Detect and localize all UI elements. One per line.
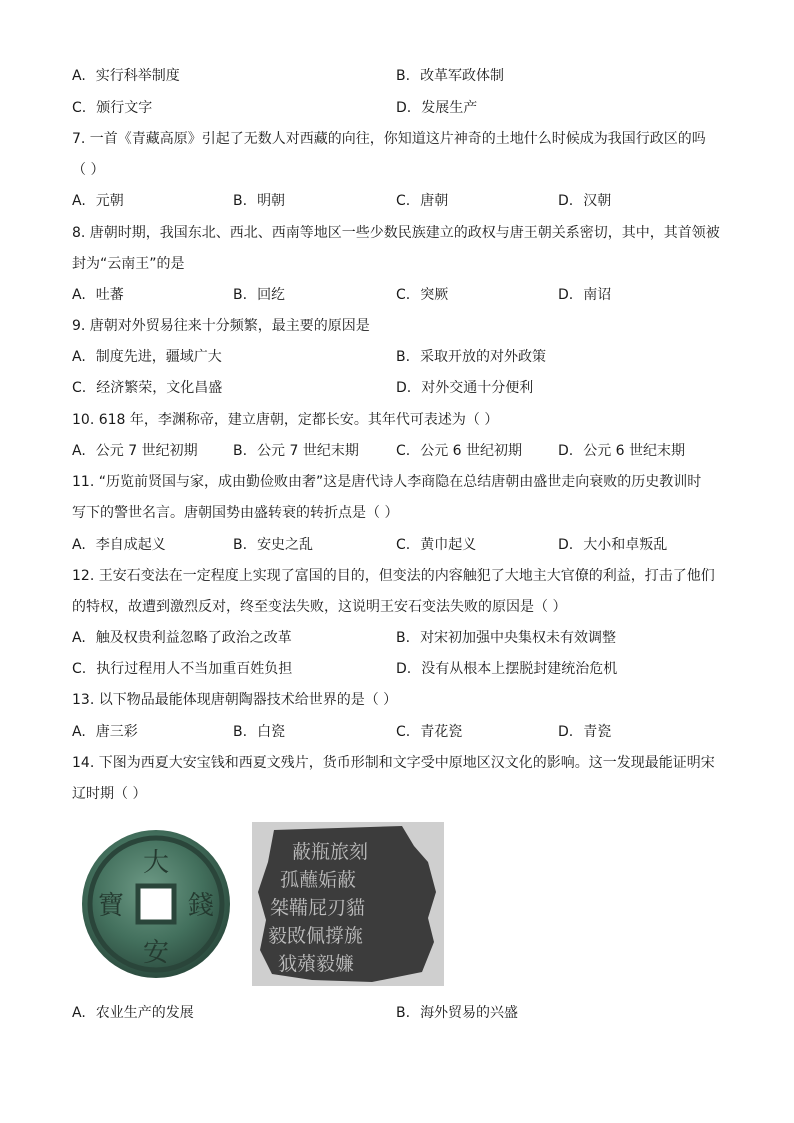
q7-option-d: D. 汉朝 (558, 193, 612, 209)
stone-row-5: 狘薞毅嬚 (278, 953, 355, 975)
q6-option-b: B. 改革军政体制 (396, 68, 505, 84)
q10-option-c: C. 公元 6 世纪初期 (396, 443, 523, 459)
xixia-text-fragment-image (252, 822, 444, 986)
q6-option-a: A. 实行科举制度 (72, 68, 180, 84)
q9-stem: 9. 唐朝对外贸易往来十分频繁，最主要的原因是 (72, 318, 370, 334)
coin-glyph-bottom: 安 (142, 938, 170, 968)
q9-option-a: A. 制度先进，疆域广大 (72, 349, 222, 365)
q8-option-c: C. 突厥 (396, 287, 449, 303)
q11-stem: 11. “历览前贤国与家，成由勤俭败由奢”这是唐代诗人李商隐在总结唐朝由盛世走向衰败的历史教训时 (72, 474, 702, 490)
q7-stem: 7. 一首《青藏高原》引起了无数人对西藏的向往，你知道这片神奇的土地什么时候成为我国行政区的吗 (72, 131, 706, 147)
q12-option-c: C. 执行过程用人不当加重百姓负担 (72, 661, 293, 677)
q8-stem: 8. 唐朝时期，我国东北、西北、西南等地区一些少数民族建立的政权与唐王朝关系密切，其中，其首领被 (72, 225, 720, 241)
q11-option-c: C. 黄巾起义 (396, 537, 477, 553)
q11-option-b: B. 安史之乱 (233, 537, 314, 553)
q12-option-b: B. 对宋初加强中央集权未有效调整 (396, 630, 617, 646)
q14-stem: 14. 下图为西夏大安宝钱和西夏文残片，货币形制和文字受中原地区汉文化的影响。这一发现最能证明宋 (72, 755, 715, 771)
q13-option-d: D. 青瓷 (558, 724, 612, 740)
q14-option-a: A. 农业生产的发展 (72, 1005, 194, 1021)
q7-stem-cont: （ ） (72, 162, 105, 178)
coin-square-hole (138, 886, 174, 922)
coin-glyph-left: 寶 (97, 891, 125, 921)
q12-option-a: A. 触及权贵利益忽略了政治之改革 (72, 630, 292, 646)
q14-stem-cont: 辽时期（ ） (72, 786, 147, 802)
q10-option-a: A. 公元 7 世纪初期 (72, 443, 198, 459)
q10-stem: 10. 618 年，李渊称帝，建立唐朝，定都长安。其年代可表述为（ ） (72, 412, 499, 428)
q11-option-d: D. 大小和卓叛乱 (558, 537, 668, 553)
q12-stem-cont: 的特权，故遭到激烈反对，终至变法失败，这说明王安石变法失败的原因是（ ） (72, 599, 567, 615)
q12-stem: 12. 王安石变法在一定程度上实现了富国的目的，但变法的内容触犯了大地主大官僚的利益，打击了他们 (72, 568, 715, 584)
coin-glyph-top: 大 (142, 848, 170, 878)
q7-option-c: C. 唐朝 (396, 193, 449, 209)
stone-row-2: 孤蘸姤蔽 (280, 869, 357, 891)
q10-option-d: D. 公元 6 世纪末期 (558, 443, 686, 459)
q13-option-b: B. 白瓷 (233, 724, 286, 740)
coin-glyph-right: 錢 (187, 891, 215, 921)
q9-option-c: C. 经济繁荣，文化昌盛 (72, 380, 223, 396)
xixia-coin-image (72, 828, 240, 980)
q11-stem-cont: 写下的警世名言。唐朝国势由盛转衰的转折点是（ ） (72, 505, 399, 521)
q7-option-a: A. 元朝 (72, 193, 124, 209)
q14-option-b: B. 海外贸易的兴盛 (396, 1005, 519, 1021)
q8-option-a: A. 吐蕃 (72, 287, 124, 303)
q8-option-d: D. 南诏 (558, 287, 612, 303)
q13-stem: 13. 以下物品最能体现唐朝陶器技术给世界的是（ ） (72, 692, 398, 708)
q6-option-c: C. 颁行文字 (72, 100, 153, 116)
q10-option-b: B. 公元 7 世纪末期 (233, 443, 359, 459)
q6-option-d: D. 发展生产 (396, 100, 478, 116)
q7-option-b: B. 明朝 (233, 193, 286, 209)
q8-option-b: B. 回纥 (233, 287, 286, 303)
stone-row-4: 毅敃佩撐旐 (268, 925, 364, 947)
q12-option-d: D. 没有从根本上摆脱封建统治危机 (396, 661, 618, 677)
q13-option-c: C. 青花瓷 (396, 724, 463, 740)
q9-option-d: D. 对外交通十分便利 (396, 380, 534, 396)
q13-option-a: A. 唐三彩 (72, 724, 138, 740)
q11-option-a: A. 李自成起义 (72, 537, 166, 553)
stone-row-3: 桀鞴屁刃貓 (270, 897, 366, 919)
stone-row-1: 蔽瓶旅刻 (292, 841, 369, 863)
q8-stem-cont: 封为“云南王”的是 (72, 256, 185, 272)
q9-option-b: B. 采取开放的对外政策 (396, 349, 547, 365)
